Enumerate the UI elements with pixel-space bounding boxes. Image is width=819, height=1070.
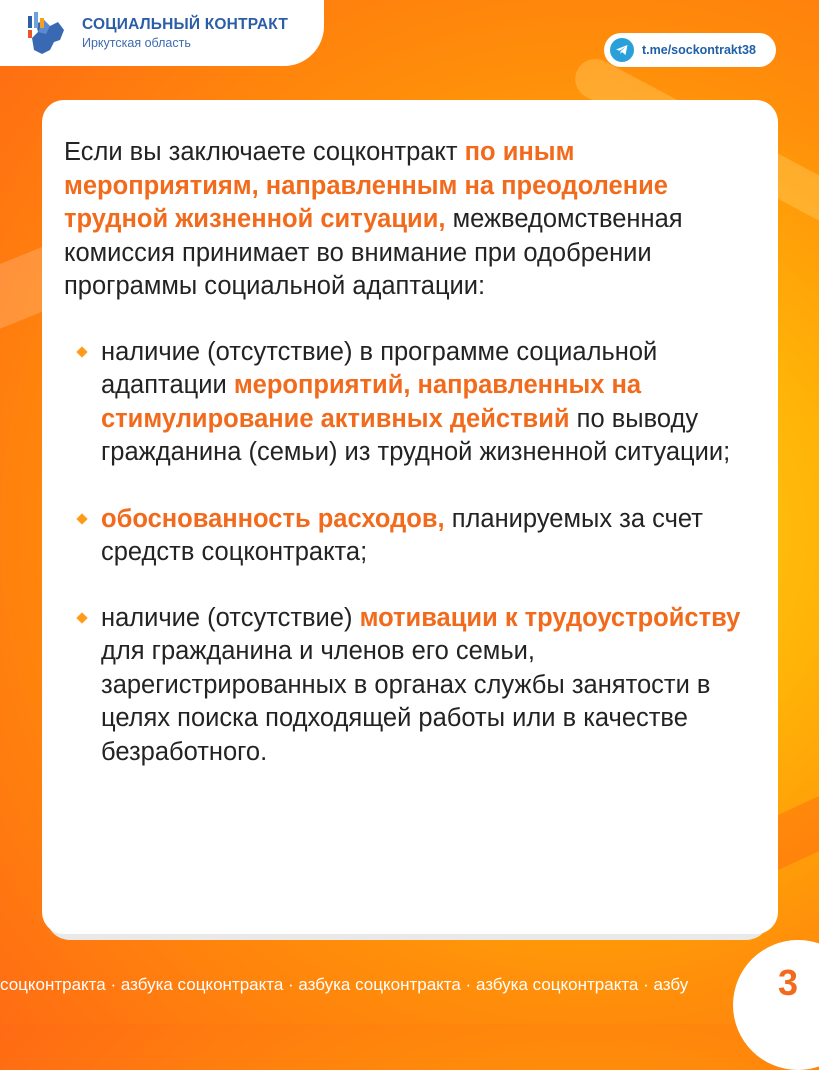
brand-title: СОЦИАЛЬНЫЙ КОНТРАКТ	[82, 16, 289, 33]
list-item	[64, 503, 764, 570]
intro-text: Если вы заключаете соцконтракт	[64, 138, 465, 166]
item-text: наличие (отсутствие) в программе социальной адаптации	[101, 337, 658, 399]
list-item	[64, 336, 764, 470]
card-content	[64, 136, 764, 769]
item-text: планируемых за счет средств соцконтракта;	[101, 504, 703, 566]
page-number: 3	[777, 962, 799, 1003]
diamond-bullet-icon	[76, 513, 87, 524]
item-highlight: мотивации к трудоустройству	[359, 603, 741, 632]
diamond-bullet-icon	[76, 346, 87, 357]
intro-paragraph	[64, 136, 764, 304]
brand-subtitle: Иркутская область	[82, 36, 191, 50]
region-logo-icon	[24, 10, 72, 56]
item-text-continued: по выводу гражданина (семьи) из трудной жизненной ситуации;	[101, 404, 731, 466]
diamond-bullet-icon	[76, 612, 87, 623]
item-text: наличие (отсутствие)	[101, 603, 360, 632]
footer-ticker: соцконтракта · азбука соцконтракта · азбука соцконтракта · азбука соцконтракта · азбу	[0, 975, 689, 994]
item-text-continued: для гражданина и членов его семьи, зарегистрированных в органах службы занятости в целях поиска подходящей работы или в качестве безработного.	[101, 637, 711, 766]
telegram-link-text[interactable]: t.me/sockontrakt38	[642, 43, 756, 57]
item-highlight: мероприятий, направленных на стимулирование активных действий	[101, 371, 642, 433]
telegram-link-button[interactable]	[604, 33, 776, 67]
list-item	[64, 602, 764, 770]
header-tab	[0, 0, 324, 66]
intro-text-continued: межведомственная комиссия принимает во внимание при одобрении программы социальной адаптации:	[64, 205, 683, 300]
item-highlight: обоснованность расходов,	[101, 504, 445, 533]
page-number-badge	[733, 940, 819, 1070]
intro-highlight: по иным мероприятиям, направленным на преодоление трудной жизненной ситуации,	[64, 138, 668, 233]
telegram-icon	[610, 38, 634, 62]
